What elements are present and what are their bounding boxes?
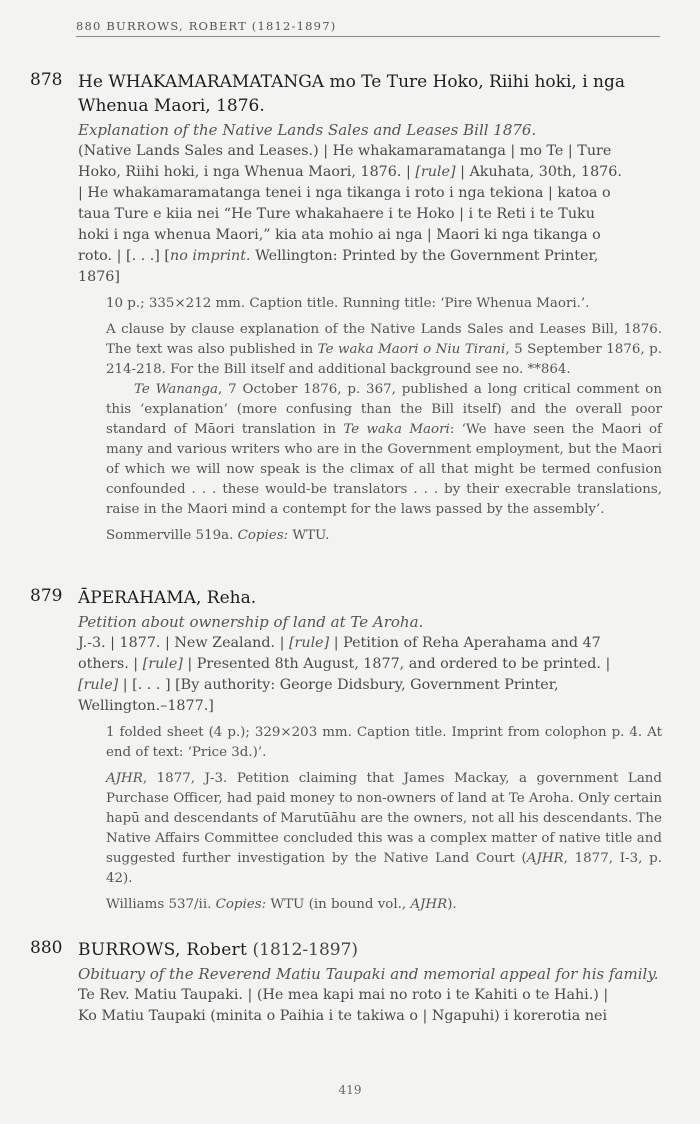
- note: Te Wananga, 7 October 1876, p. 367, published a long critical comment on this ‘explanation’ (more confusing than the Bill itself) and the overall poor standard of Māori translation in Te waka Maori: ‘We have seen the Maori of many and various writers who are in the Government employment, but the Maori of which we will now speak is the climax of all that might be termed confusion confounded . . . these would-be translators . . . by their execrable translations, raise in the Maori mind a contempt for the laws passed by the assembly’.: [106, 382, 663, 517]
- entry-heading: He WHAKAMARAMATANGA mo Te Ture Hoko, Riihi hoki, i nga Whenua Maori, 1876.: [78, 72, 626, 116]
- running-head: 880 BURROWS, ROBERT (1812-1897): [76, 19, 660, 37]
- entry-title: Explanation of the Native Lands Sales and Leases Bill 1876.: [78, 121, 537, 139]
- entry-heading: BURROWS, Robert (1812-1897): [78, 940, 359, 960]
- entry-number: 878: [30, 70, 63, 90]
- collation: 1 folded sheet (4 p.); 329×203 mm. Caption title. Imprint from colophon p. 4. At end of text: ‘Price 3d.)’.: [106, 725, 662, 760]
- collation: 10 p.; 335×212 mm. Caption title. Running title: ‘Pire Whenua Maori.’.: [106, 296, 590, 311]
- transcription: Te Rev. Matiu Taupaki. | (He mea kapi mai no roto i te Kahiti o te Hahi.) | Ko Matiu Taupaki (minita o Paihia i te takiwa o | Ngapuhi) i korerotia nei: [78, 987, 609, 1024]
- transcription: J.-3. | 1877. | New Zealand. | [rule] | Petition of Reha Aperahama and 47 others. | [rule] | Presented 8th August, 1877, and ordered to be printed. | [rule] | [. . . ] [By authority: George Didsbury, Government Printer, Wellington.–1877.]: [78, 635, 611, 714]
- reference: Williams 537/ii. Copies: WTU (in bound vol., AJHR).: [106, 897, 457, 912]
- page-number: 419: [338, 1083, 362, 1097]
- note: AJHR, 1877, J-3. Petition claiming that James Mackay, a government Land Purchase Officer, had paid money to non-owners of land at Te Aroha. Only certain hapū and descendants of Marutūāhu are the owners, not all his descendants. The Native Affairs Committee concluded this was a complex matter of native title and suggested further investigation by the Native Land Court (AJHR, 1877, I-3, p. 42).: [106, 771, 662, 886]
- entry-number: 879: [30, 586, 63, 606]
- reference: Sommerville 519a. Copies: WTU.: [106, 528, 330, 543]
- entry-title: Obituary of the Reverend Matiu Taupaki and memorial appeal for his family.: [78, 965, 659, 983]
- entry-title: Petition about ownership of land at Te Aroha.: [78, 613, 424, 631]
- note: A clause by clause explanation of the Native Lands Sales and Leases Bill, 1876. The text was also published in Te waka Maori o Niu Tirani, 5 September 1876, p. 214-218. For the Bill itself and additional background see no. **864.: [106, 322, 662, 377]
- entry-heading: ĀPERAHAMA, Reha.: [78, 588, 257, 608]
- transcription: (Native Lands Sales and Leases.) | He whakamaramatanga | mo Te | Ture Hoko, Riihi hoki, i nga Whenua Maori, 1876. | [rule] | Akuhata, 30th, 1876. | He whakamaramatanga tenei i nga tikanga i roto i nga tekiona | katoa o taua Ture e kiia nei “He Ture whakahaere i te Hoko | i te Reti i te Tuku hoki i nga whenua Maori,” kia ata mohio ai nga | Maori ki nga tikanga o roto. | [. . .] [no imprint. Wellington: Printed by the Government Printer, 1876]: [78, 143, 622, 285]
- entry-number: 880: [30, 938, 63, 958]
